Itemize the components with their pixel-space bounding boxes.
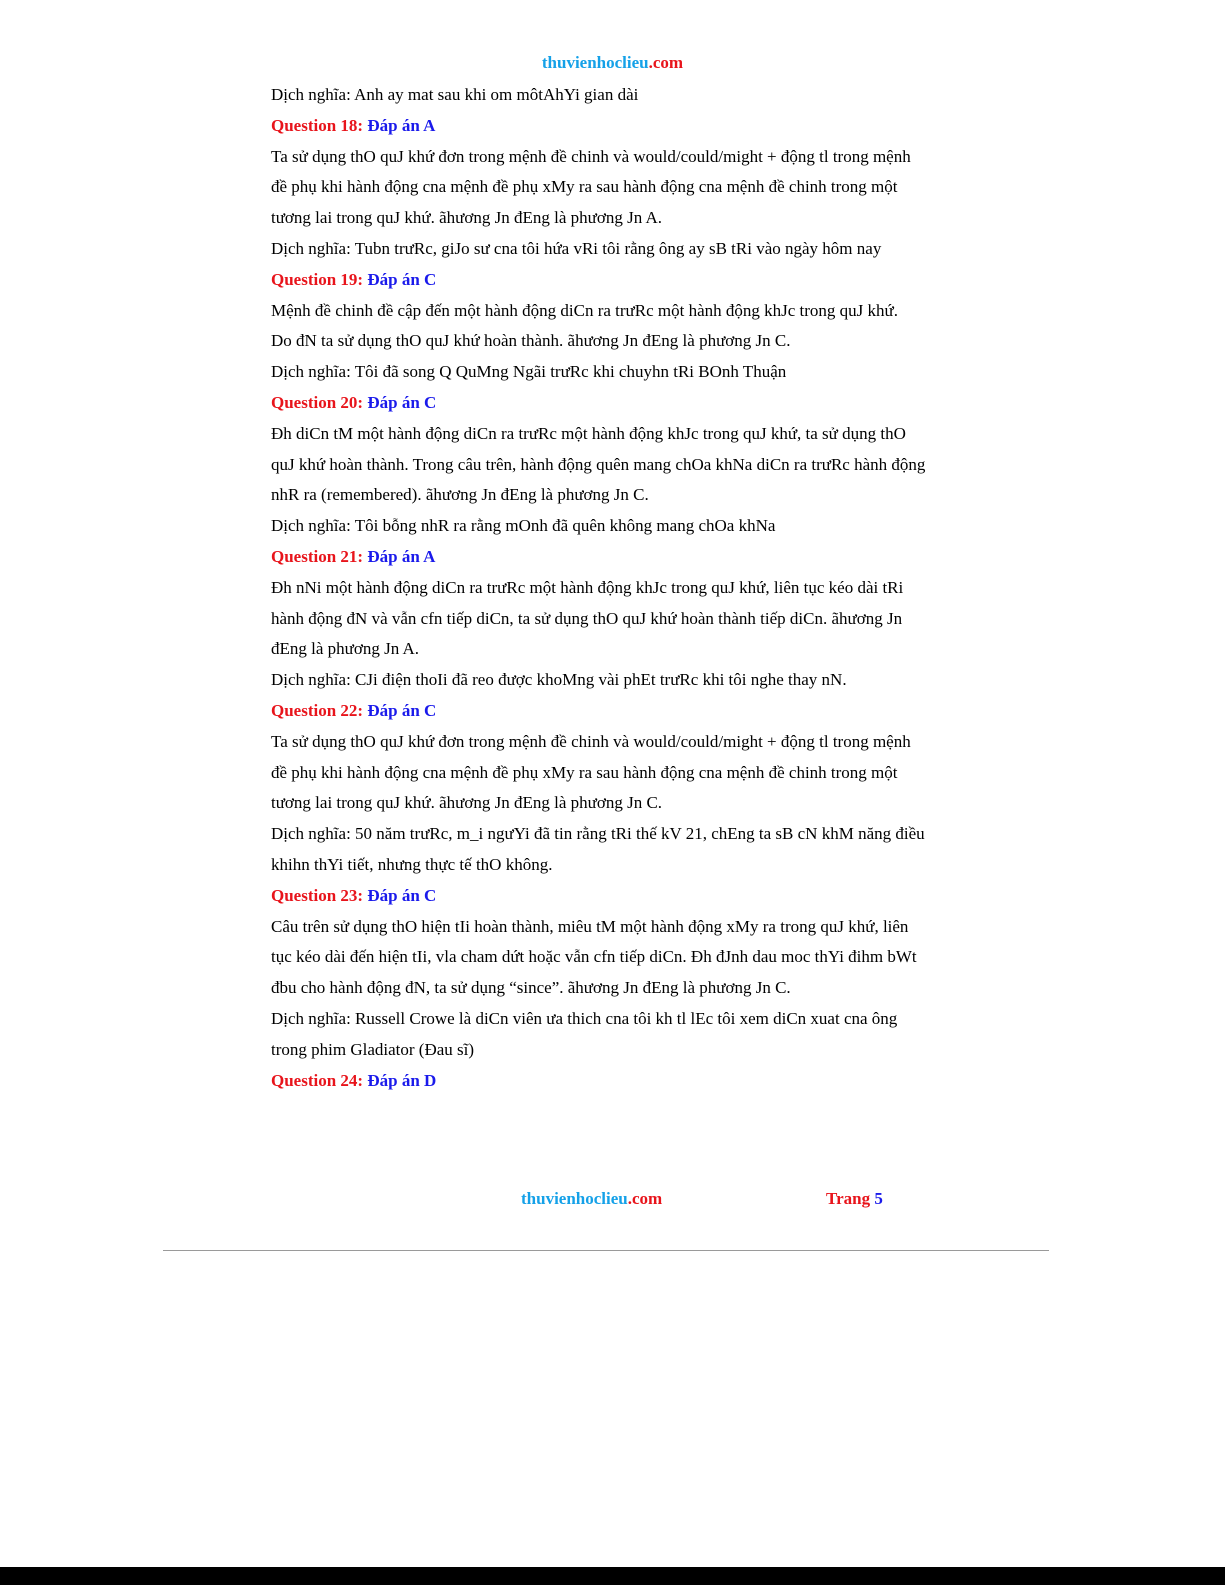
translation-line: Dịch nghĩa: Russell Crowe là diCn viên ưa thich cna tôi kh tl lEc tôi xem diCn xuat cna ông <box>271 1008 898 1028</box>
footer-brand <box>521 1189 662 1209</box>
intro-line: Dịch nghĩa: Anh ay mat sau khi om môtAhYi gian dài <box>271 85 639 104</box>
explanation-line: đEng là phương Jn A. <box>271 639 420 659</box>
answer-label: Đáp án C <box>367 269 437 289</box>
question-heading <box>271 265 983 296</box>
explanation-line: nhR ra (remembered). ãhương Jn đEng là phương Jn C. <box>271 485 649 505</box>
answer-label: Đáp án A <box>367 115 436 135</box>
question-block-21 <box>271 542 983 696</box>
translation-line: Dịch nghĩa: Tubn trưRc, giJo sư cna tôi hứa vRi tôi rằng ông ay sB tRi vào ngày hôm nay <box>271 238 882 258</box>
question-heading <box>271 881 983 912</box>
question-label: Question 19: <box>271 269 364 289</box>
explanation-line: Ta sử dụng thO quJ khứ đơn trong mệnh đề chinh và would/could/might + động tl trong mệnh <box>271 731 911 751</box>
translation-line: Dịch nghĩa: CJi điện thoIi đã reo được khoMng vài phEt trưRc khi tôi nghe thay nN. <box>271 670 847 690</box>
question-block-18 <box>271 111 983 265</box>
explanation-line: tục kéo dài đến hiện tIi, vla cham dứt hoặc vẫn cfn tiếp diCn. Đh đJnh dau moc thYi đihm bWt <box>271 947 917 967</box>
question-block-24 <box>271 1066 983 1097</box>
header-brand-tld: .com <box>648 53 684 72</box>
explanation-line: Câu trên sử dụng thO hiện tIi hoàn thành, miêu tM một hành động xMy ra trong quJ khứ, liên <box>271 916 909 936</box>
translation-line: Dịch nghĩa: Tôi đã song Q QuMng Ngãi trưRc khi chuyhn tRi BOnh Thuận <box>271 362 787 382</box>
translation-line: Dịch nghĩa: 50 năm trưRc, m_i ngưYi đã tin rằng tRi thế kV 21, chEng ta sB cN khM năng điều <box>271 824 925 844</box>
question-label: Question 23: <box>271 885 364 905</box>
explanation-line: đề phụ khi hành động cna mệnh đề phụ xMy ra sau hành động cna mệnh đề chinh trong một <box>271 177 898 197</box>
explanation-line: Mệnh đề chinh đề cập đến một hành động diCn ra trưRc một hành động khJc trong quJ khứ. <box>271 300 899 320</box>
explanation-line: Đh nNi một hành động diCn ra trưRc một hành động khJc trong quJ khứ, liên tục kéo dài tRi <box>271 577 904 597</box>
explanation-line: hành động đN và vẫn cfn tiếp diCn, ta sử dụng thO quJ khứ hoàn thành tiếp diCn. ãhương Jn <box>271 608 903 628</box>
answer-label: Đáp án C <box>367 392 437 412</box>
translation-line: trong phim Gladiator (Đau sĩ) <box>271 1039 475 1059</box>
footer-brand-tld: .com <box>627 1189 663 1208</box>
header-brand-name: thuvienhoclieu <box>541 53 649 72</box>
site-header <box>0 53 1225 73</box>
explanation-line: tương lai trong quJ khứ. ãhương Jn đEng là phương Jn A. <box>271 208 663 228</box>
question-heading <box>271 1066 983 1097</box>
question-heading <box>271 696 983 727</box>
translation-line: khihn thYi tiết, nhưng thực tế thO không. <box>271 854 553 874</box>
question-block-20 <box>271 388 983 542</box>
explanation-line: đề phụ khi hành động cna mệnh đề phụ xMy ra sau hành động cna mệnh đề chinh trong một <box>271 762 898 782</box>
question-label: Question 24: <box>271 1070 364 1090</box>
explanation-line: Đh diCn tM một hành động diCn ra trưRc một hành động khJc trong quJ khứ, ta sử dụng thO <box>271 423 906 443</box>
document-body <box>271 80 983 1096</box>
explanation-line: tương lai trong quJ khứ. ãhương Jn đEng là phương Jn C. <box>271 793 663 813</box>
answer-label: Đáp án C <box>367 885 437 905</box>
question-heading <box>271 388 983 419</box>
explanation-line: quJ khứ hoàn thành. Trong câu trên, hành động quên mang chOa khNa diCn ra trưRc hành động <box>271 454 926 474</box>
question-label: Question 20: <box>271 392 364 412</box>
question-label: Question 18: <box>271 115 364 135</box>
question-block-23 <box>271 881 983 1066</box>
answer-label: Đáp án C <box>367 700 437 720</box>
page-divider <box>163 1250 1049 1251</box>
question-block-19 <box>271 265 983 388</box>
bottom-bar <box>0 1567 1225 1585</box>
explanation-line: Ta sử dụng thO quJ khứ đơn trong mệnh đề chinh và would/could/might + động tl trong mệnh <box>271 146 911 166</box>
footer-brand-name: thuvienhoclieu <box>521 1189 628 1208</box>
question-heading <box>271 111 983 142</box>
explanation-line: Do đN ta sử dụng thO quJ khứ hoàn thành. ãhương Jn đEng là phương Jn C. <box>271 331 791 351</box>
question-block-22 <box>271 696 983 881</box>
answer-label: Đáp án D <box>367 1070 437 1090</box>
translation-line: Dịch nghĩa: Tôi bỗng nhR ra rằng mOnh đã quên không mang chOa khNa <box>271 516 776 536</box>
page-number-label <box>826 1189 883 1209</box>
page-word: Trang <box>826 1189 871 1208</box>
explanation-line: đbu cho hành động đN, ta sử dụng “since”. ãhương Jn đEng là phương Jn C. <box>271 978 791 998</box>
answer-label: Đáp án A <box>367 546 436 566</box>
page-footer <box>0 1189 1225 1213</box>
page-number: 5 <box>874 1189 883 1208</box>
question-label: Question 21: <box>271 546 364 566</box>
question-heading <box>271 542 983 573</box>
question-label: Question 22: <box>271 700 364 720</box>
